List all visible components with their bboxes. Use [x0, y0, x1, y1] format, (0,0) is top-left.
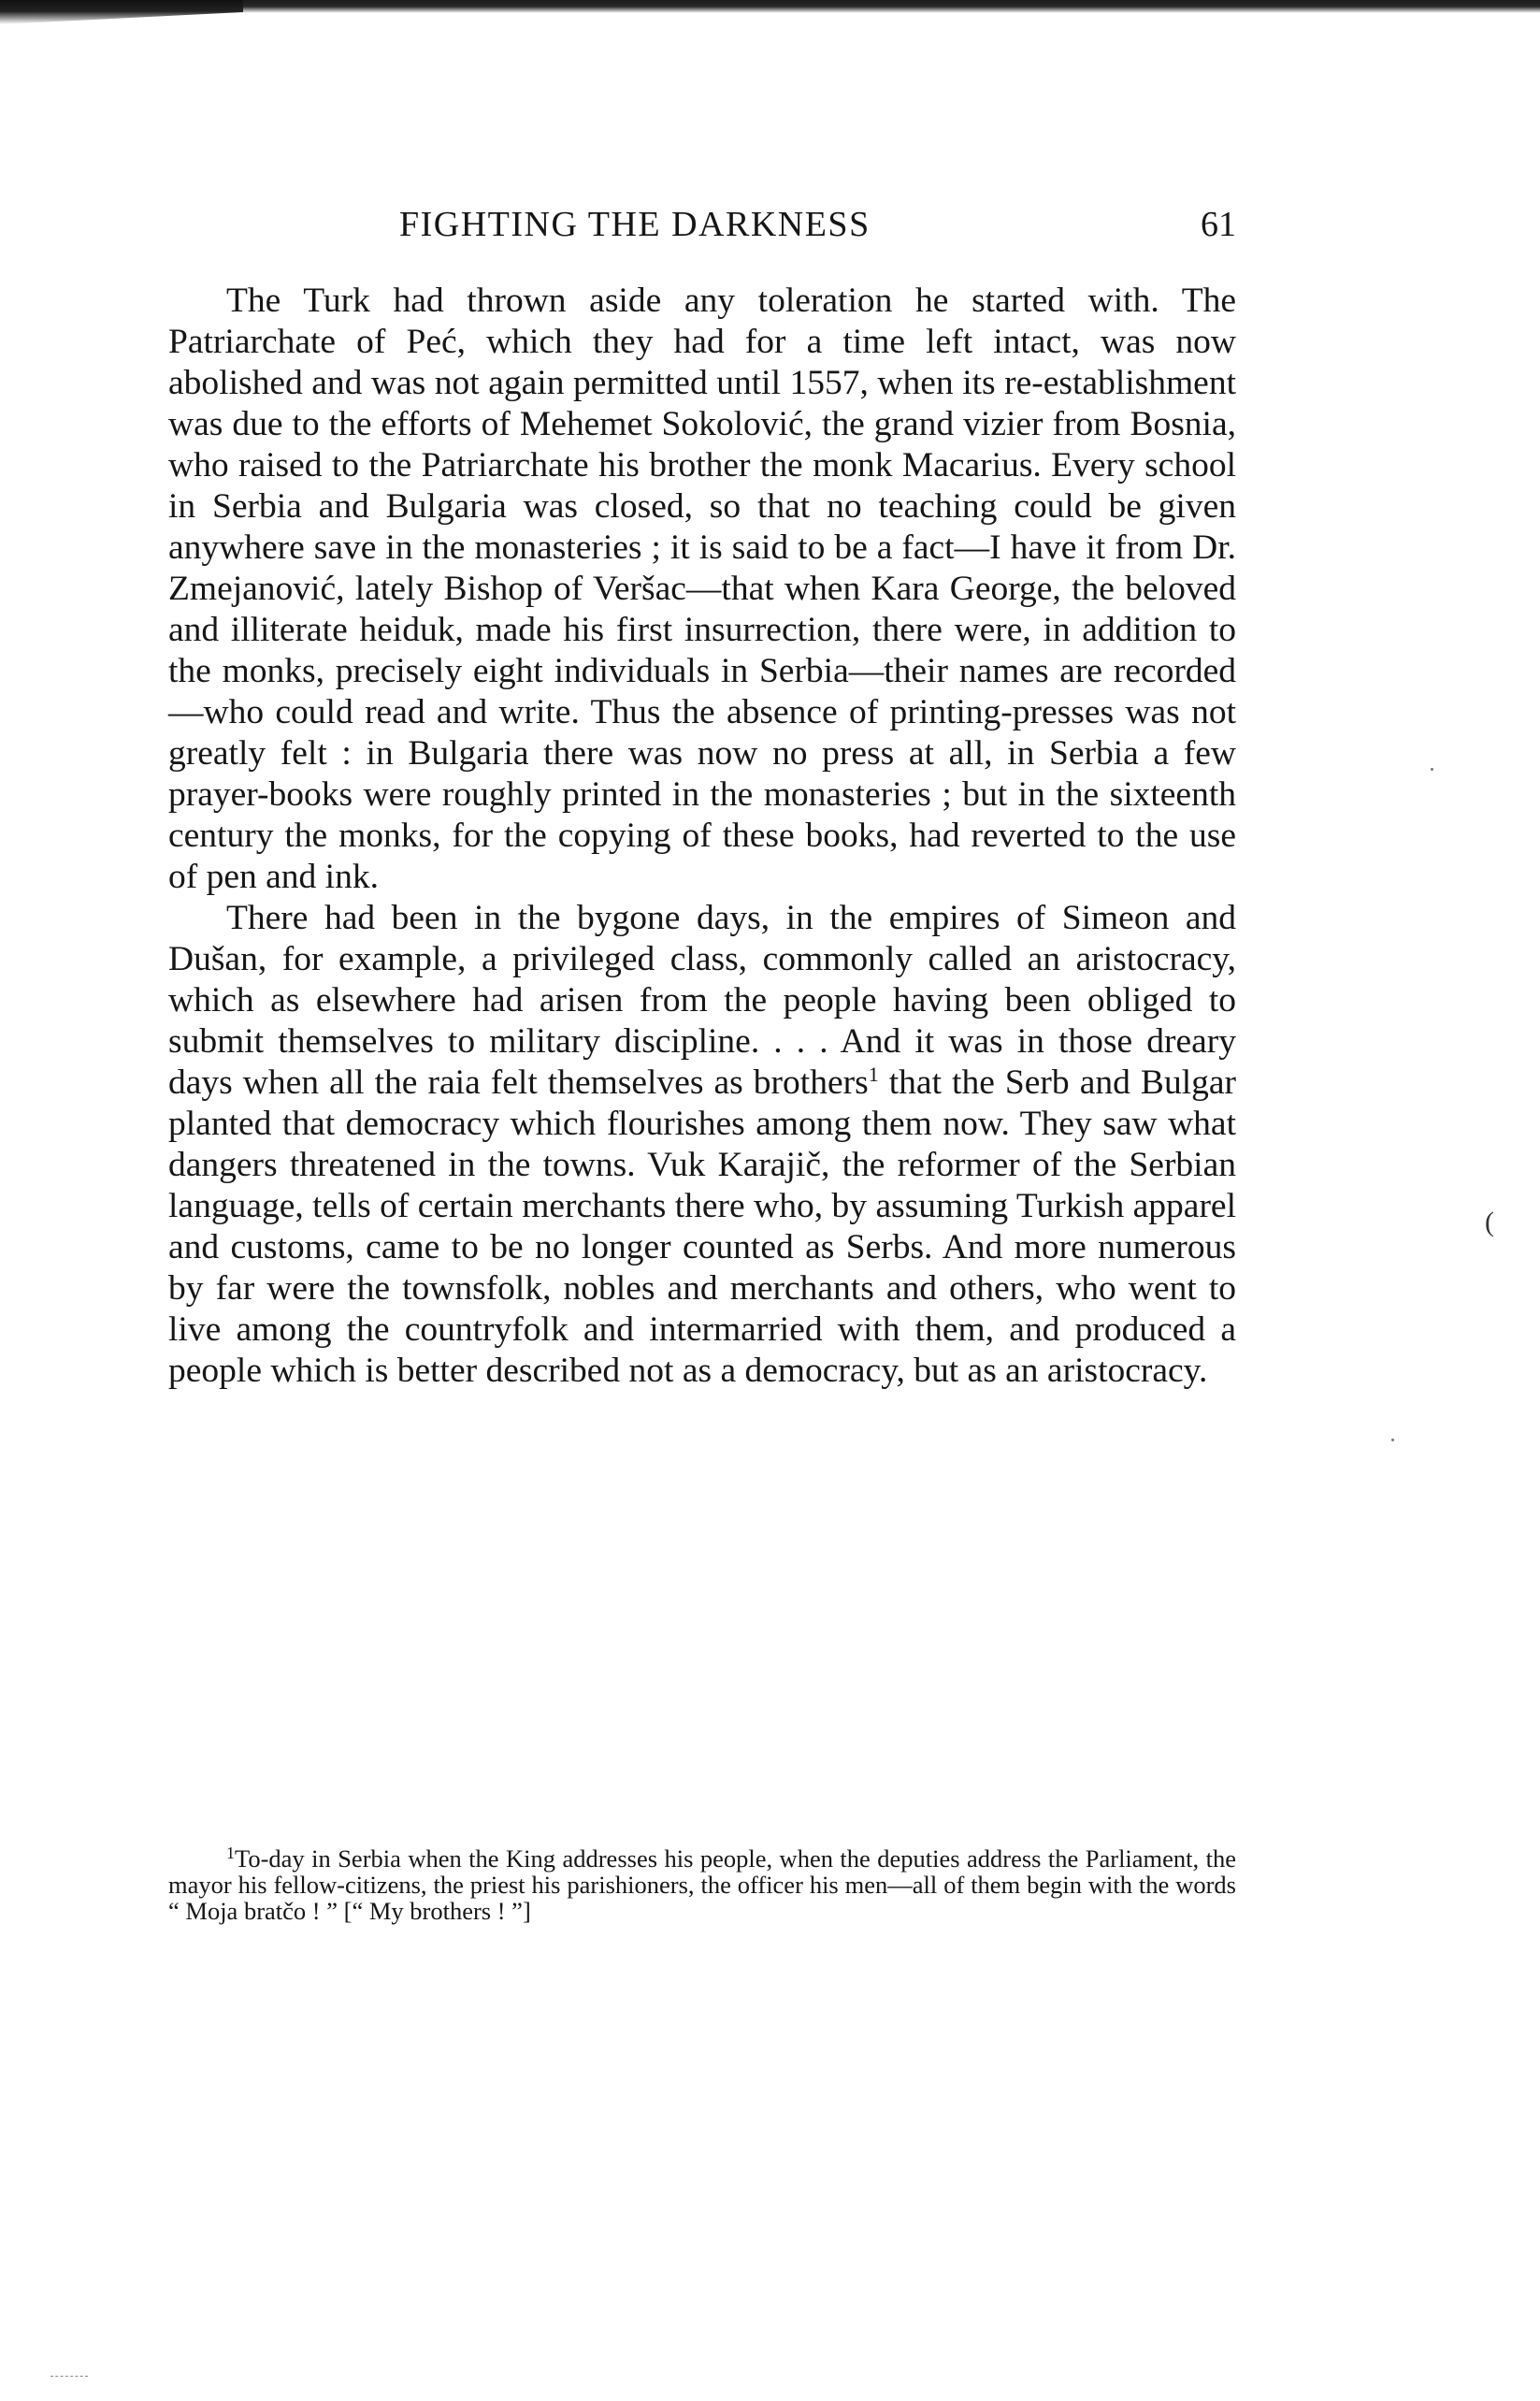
footnote-reference[interactable]: 1 — [868, 1063, 879, 1086]
page-header — [168, 204, 1236, 251]
margin-speck — [1391, 1439, 1394, 1441]
paragraph-2-part-1: There had been in the bygone days, in the empires of Simeon and Dušan, for example, a privileged class, commonly called an aristocracy, which as elsewhere had arisen from the people having been obliged to submit themselves to military discipline. . . . And it was in those dreary days when all the raia felt themselves as brothers — [168, 899, 1236, 1102]
scan-top-left-shadow — [0, 0, 243, 24]
running-head: FIGHTING THE DARKNESS — [399, 205, 871, 244]
footnote-text: To-day in Serbia when the King addresses his people, when the deputies address the Parliament, the mayor his fellow-citizens, the priest his parishioners, the officer his men—all of them begin with the words “ Moja bratčo ! ” [“ My brothers ! ”] — [168, 1844, 1236, 1925]
main-text — [168, 281, 1236, 1392]
paragraph-2-part-2: that the Serb and Bulgar planted that democracy which flourishes among them now. They saw what dangers threatened in the towns. Vuk Karajič, the reformer of the Serbian language, tells of certain merchants there who, by assuming Turkish apparel and customs, came to be no longer counted as Serbs. And more numerous by far were the townsfolk, nobles and merchants and others, who went to live among the countryfolk and intermarried with them, and produced a people which is better described not as a democracy, but as an aristocracy. — [168, 1063, 1236, 1390]
bottom-scan-mark — [50, 2376, 88, 2380]
paragraph-2 — [168, 898, 1236, 1392]
footnote-paragraph — [168, 1845, 1236, 1924]
margin-stray-mark: ( — [1485, 1207, 1494, 1237]
footnote — [168, 1845, 1236, 1924]
page-number: 61 — [1201, 205, 1236, 244]
margin-speck — [1431, 768, 1433, 771]
footnote-marker: 1 — [226, 1844, 235, 1862]
paragraph-1: The Turk had thrown aside any toleration he started with. The Patriarchate of Peć, which they had for a time left intact, was now abolished and was not again permitted until 1557, when its re-establishment was due to the efforts of Mehemet Sokolović, the grand vizier from Bosnia, who raised to the Patriarchate his brother the monk Macarius. Every school in Serbia and Bulgaria was closed, so that no teaching could be given anywhere save in the monasteries ; it is said to be a fact—I have it from Dr. Zmejanović, lately Bishop of Veršac—that when Kara George, the beloved and illiterate heiduk, made his first insurrection, there were, in addition to the monks, precisely eight individuals in Serbia—their names are recorded—who could read and write. Thus the absence of printing-presses was not greatly felt : in Bulgaria there was now no press at all, in Serbia a few prayer-books were roughly printed in the monasteries ; but in the sixteenth century the monks, for the copying of these books, had reverted to the use of pen and ink. — [168, 282, 1236, 896]
